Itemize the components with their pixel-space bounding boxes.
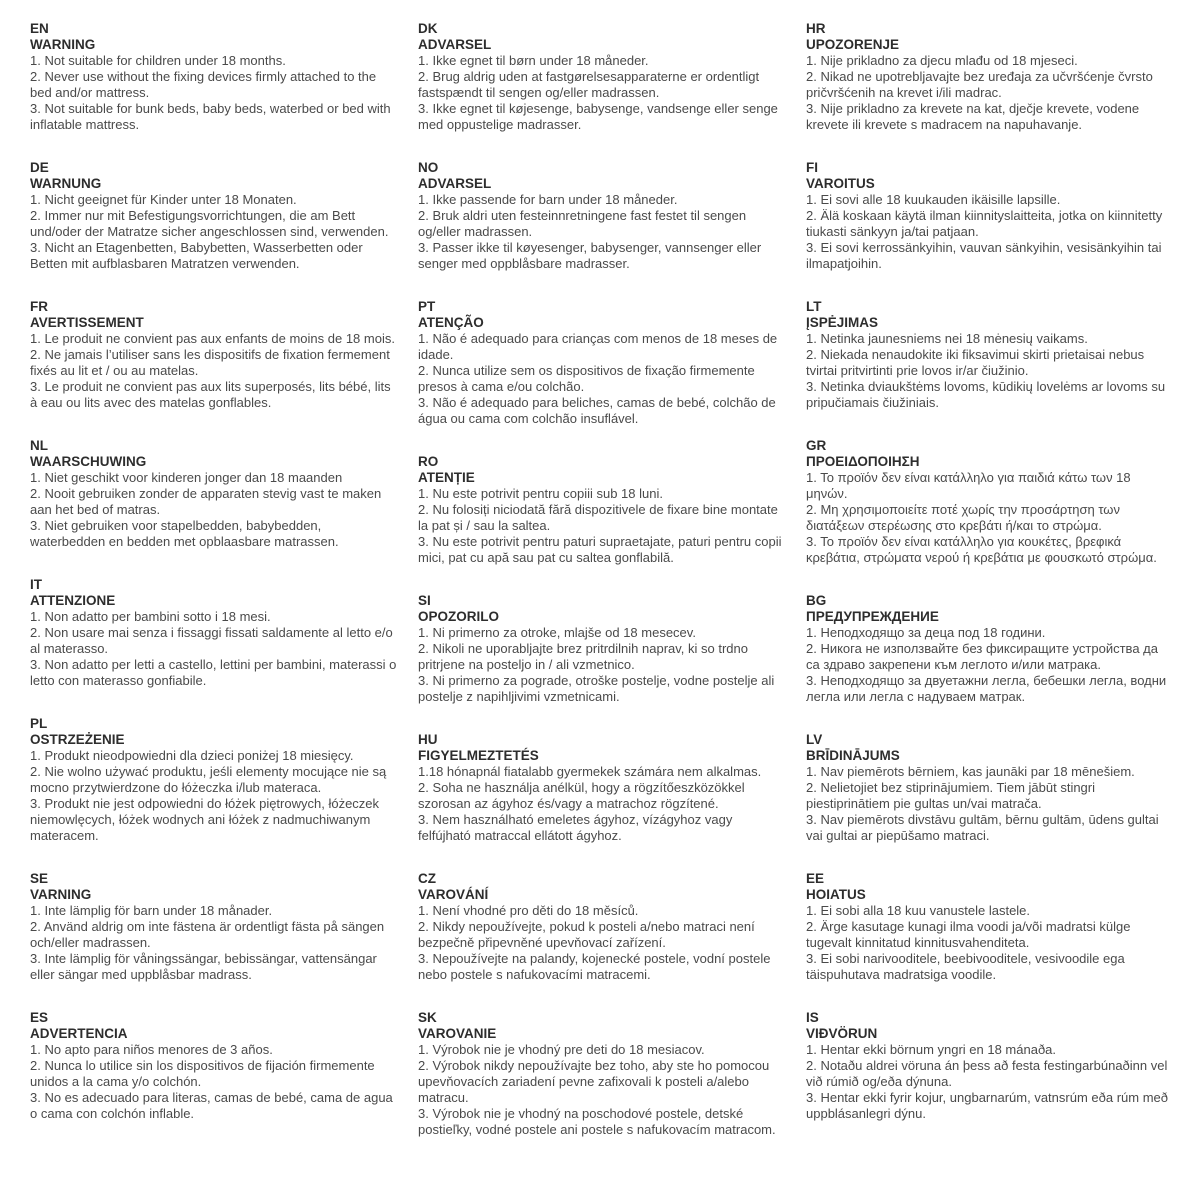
warning-item: 1. Não é adequado para crianças com menos de 18 meses de idade. xyxy=(418,331,778,362)
warning-item: 2. Ne jamais l’utiliser sans les dispositifs de fixation fermement fixés au lit et / ou au matelas. xyxy=(30,347,390,378)
warning-title: ΠΡΟΕΙΔΟΠΟΙΗΣΗ xyxy=(806,454,920,469)
warning-item: 3. Not suitable for bunk beds, baby beds, waterbed or bed with inflatable mattress. xyxy=(30,101,391,132)
warning-title: AVERTISSEMENT xyxy=(30,315,144,330)
warning-item: 2. Älä koskaan käytä ilman kiinnityslaitteita, jotka on kiinnitetty tiukasti sänkyyn ja/tai patjaan. xyxy=(806,208,1163,239)
warning-item: 1. Not suitable for children under 18 months. xyxy=(30,53,286,68)
language-code: NL xyxy=(30,438,48,453)
warning-item: 3. Produkt nie jest odpowiedni do łóżek piętrowych, łóżeczek niemowlęcych, łóżek wodnych ani łóżek z nadmuchiwanym materacem. xyxy=(30,796,380,843)
warning-title: ПРЕДУПРЕЖДЕНИЕ xyxy=(806,609,939,624)
language-section-lt xyxy=(806,299,1173,411)
language-code: FI xyxy=(806,160,818,175)
warning-title: OSTRZEŻENIE xyxy=(30,732,125,747)
warning-item: 3. Netinka dviaukštėms lovoms, kūdikių lovelėms ar lovoms su pripučiamais čiužiniais. xyxy=(806,379,1166,410)
warning-item: 3. Ikke egnet til køjesenge, babysenge, vandsenge eller senge med oppustelige madrasser. xyxy=(418,101,778,132)
warning-item: 1. Non adatto per bambini sotto i 18 mesi. xyxy=(30,609,271,624)
warning-item: 2. Nunca lo utilice sin los dispositivos de fijación firmemente unidos a la cama y/o colchón. xyxy=(30,1058,375,1089)
warning-item: 2. Nelietojiet bez stiprinājumiem. Tiem jābūt stingri piestiprinātiem pie gultas un/vai matrača. xyxy=(806,780,1096,811)
language-section-pl xyxy=(30,716,397,844)
warning-title: BRĪDINĀJUMS xyxy=(806,748,900,763)
warning-item: 3. Nav piemērots divstāvu gultām, bērnu gultām, ūdens gultai vai gultai ar piepūšamo matraci. xyxy=(806,812,1159,843)
warning-item: 1. Nu este potrivit pentru copiii sub 18 luni. xyxy=(418,486,663,501)
warning-item: 2. Niekada nenaudokite iki fiksavimui skirti prietaisai nebus tvirtai pritvirtinti prie lovos ir/ar čiužinio. xyxy=(806,347,1145,378)
language-code: ES xyxy=(30,1010,49,1025)
warning-item: 3. Nicht an Etagenbetten, Babybetten, Wasserbetten oder Betten mit aufblasbaren Matratzen verwenden. xyxy=(30,240,363,271)
warning-item: 1. Ni primerno za otroke, mlajše od 18 mesecev. xyxy=(418,625,696,640)
language-section-de xyxy=(30,160,397,272)
warning-item: 3. Το προϊόν δεν είναι κατάλληλο για κουκέτες, βρεφικά κρεβάτια, στρώματα νερού ή κρεβάτια με φουσκωτό στρώμα. xyxy=(806,534,1157,565)
warning-item: 3. Nu este potrivit pentru paturi supraetajate, paturi pentru copii mici, pat cu apă sau pat cu saltea gonflabilă. xyxy=(418,534,782,565)
language-code: RO xyxy=(418,454,439,469)
language-code: EN xyxy=(30,21,49,36)
warning-title: ATENÇÃO xyxy=(418,315,484,330)
language-section-hr xyxy=(806,21,1173,133)
language-section-en xyxy=(30,21,397,133)
language-code: FR xyxy=(30,299,48,314)
language-section-gr xyxy=(806,438,1173,566)
warning-title: OPOZORILO xyxy=(418,609,499,624)
warning-title: ATTENZIONE xyxy=(30,593,116,608)
language-code: NO xyxy=(418,160,439,175)
warning-item: 2. Nikdy nepoužívejte, pokud k posteli a/nebo matraci není bezpečně připevněné upevňovací zařízení. xyxy=(418,919,755,950)
language-code: LV xyxy=(806,732,823,747)
warning-item: 2. Μη χρησιμοποιείτε ποτέ χωρίς την προσάρτηση των διατάξεων στερέωσης στο κρεβάτι ή/και το στρώμα. xyxy=(806,502,1120,533)
warning-item: 1. Ei sobi alla 18 kuu vanustele lastele. xyxy=(806,903,1031,918)
language-code: SK xyxy=(418,1010,437,1025)
language-code: PT xyxy=(418,299,436,314)
language-section-fi xyxy=(806,160,1173,272)
warning-item: 2. Никога не използвайте без фиксиращите устройства да са здраво закрепени към леглото и/или матрака. xyxy=(806,641,1158,672)
language-section-ee xyxy=(806,871,1173,983)
language-code: PL xyxy=(30,716,48,731)
warning-item: 1. Niet geschikt voor kinderen jonger dan 18 maanden xyxy=(30,470,343,485)
warning-title: UPOZORENJE xyxy=(806,37,900,52)
warning-title: HOIATUS xyxy=(806,887,866,902)
warning-item: 2. Výrobok nikdy nepoužívajte bez toho, aby ste ho pomocou upevňovacích zariadení pevne zafixovali k posteli a/alebo matracu. xyxy=(418,1058,770,1105)
warning-item: 1. Неподходящо за деца под 18 години. xyxy=(806,625,1046,640)
warning-item: 3. Hentar ekki fyrir kojur, ungbarnarúm, vatnsrúm eða rúm með uppblásanlegri dýnu. xyxy=(806,1090,1168,1121)
language-section-lv xyxy=(806,732,1173,844)
warning-item: 2. Notaðu aldrei vöruna án þess að festa festingarbúnaðinn vel við rúmið og/eða dýnuna. xyxy=(806,1058,1168,1089)
warning-item: 3. Ni primerno za pograde, otroške postelje, vodne postelje ali postelje z napihljivimi vzmetnicami. xyxy=(418,673,775,704)
warning-title: ADVARSEL xyxy=(418,37,492,52)
language-section-cz xyxy=(418,871,785,983)
warning-title: VIÐVÖRUN xyxy=(806,1026,878,1041)
warning-item: 1. Ikke passende for barn under 18 måneder. xyxy=(418,192,678,207)
language-section-pt xyxy=(418,299,785,427)
language-section-si xyxy=(418,593,785,705)
warning-item: 2. Nie wolno używać produktu, jeśli elementy mocujące nie są mocno przytwierdzone do łóżeczka i/lub materaca. xyxy=(30,764,387,795)
warning-title: FIGYELMEZTETÉS xyxy=(418,748,539,763)
language-code: BG xyxy=(806,593,827,608)
language-code: SE xyxy=(30,871,49,886)
warning-item: 2. Bruk aldri uten festeinnretningene fast festet til sengen og/eller madrassen. xyxy=(418,208,747,239)
warning-item: 1. Ei sovi alle 18 kuukauden ikäisille lapsille. xyxy=(806,192,1061,207)
warning-item: 3. Nem használható emeletes ágyhoz, vízágyhoz vagy felfújható matraccal ellátott ágyhoz. xyxy=(418,812,733,843)
warning-item: 2. Nunca utilize sem os dispositivos de fixação firmemente presos à cama e/ou colchão. xyxy=(418,363,755,394)
warning-item: 2. Nikad ne upotrebljavajte bez uređaja za učvršćenje čvrsto pričvršćenih na krevet i/ili madrac. xyxy=(806,69,1153,100)
warning-item: 1. Nav piemērots bērniem, kas jaunāki par 18 mēnešiem. xyxy=(806,764,1135,779)
warning-title: WAARSCHUWING xyxy=(30,454,147,469)
column-2 xyxy=(418,21,785,1200)
warning-item: 2. Använd aldrig om inte fästena är ordentligt fästa på sängen och/eller madrassen. xyxy=(30,919,385,950)
warning-item: 3. Nepoužívejte na palandy, kojenecké postele, vodní postele nebo postele s nafukovacími matracemi. xyxy=(418,951,771,982)
language-section-hu xyxy=(418,732,785,844)
warning-title: VAROITUS xyxy=(806,176,875,191)
warning-item: 2. Non usare mai senza i fissaggi fissati saldamente al letto e/o al materasso. xyxy=(30,625,393,656)
warning-item: 1.18 hónapnál fiatalabb gyermekek számára nem alkalmas. xyxy=(418,764,762,779)
warning-item: 3. Nije prikladno za krevete na kat, dječje krevete, vodene krevete ili krevete s madracem na napuhavanje. xyxy=(806,101,1140,132)
language-section-no xyxy=(418,160,785,272)
warning-item: 2. Nikoli ne uporabljajte brez pritrdilnih naprav, ki so trdno pritrjene na posteljo in / ali vzmetnico. xyxy=(418,641,748,672)
language-section-bg xyxy=(806,593,1173,705)
warning-item: 3. Não é adequado para beliches, camas de bebé, colchão de água ou cama com colchão insuflável. xyxy=(418,395,776,426)
warning-item: 1. Produkt nieodpowiedni dla dzieci poniżej 18 miesięcy. xyxy=(30,748,354,763)
language-code: SI xyxy=(418,593,431,608)
warning-item: 3. Неподходящо за двуетажни легла, бебешки легла, водни легла или легла с надуваем матрак. xyxy=(806,673,1167,704)
warning-item: 3. No es adecuado para literas, camas de bebé, cama de agua o cama con colchón inflable. xyxy=(30,1090,393,1121)
language-code: EE xyxy=(806,871,825,886)
language-section-es xyxy=(30,1010,397,1122)
language-code: DE xyxy=(30,160,49,175)
language-code: IS xyxy=(806,1010,819,1025)
warning-title: VAROVÁNÍ xyxy=(418,887,489,902)
warning-item: 2. Ärge kasutage kunagi ilma voodi ja/või madratsi külge tugevalt kinnitatud kinnitusvahenditeta. xyxy=(806,919,1131,950)
language-code: IT xyxy=(30,577,42,592)
language-section-is xyxy=(806,1010,1173,1122)
warning-item: 1. Inte lämplig för barn under 18 månader. xyxy=(30,903,273,918)
column-3 xyxy=(806,21,1173,1200)
warning-title: ADVARSEL xyxy=(418,176,492,191)
column-1 xyxy=(30,21,397,1200)
language-section-se xyxy=(30,871,397,983)
warning-item: 2. Brug aldrig uden at fastgørelsesapparaterne er ordentligt fastspændt til sengen og/eller madrassen. xyxy=(418,69,760,100)
language-code: GR xyxy=(806,438,827,453)
warning-title: ĮSPĖJIMAS xyxy=(806,315,879,330)
warning-item: 2. Immer nur mit Befestigungsvorrichtungen, die am Bett und/oder der Matratze sicher angeschlossen sind, verwenden. xyxy=(30,208,389,239)
language-code: HR xyxy=(806,21,826,36)
warning-item: 1. Το προϊόν δεν είναι κατάλληλο για παιδιά κάτω των 18 μηνών. xyxy=(806,470,1131,501)
warning-item: 1. Nije prikladno za djecu mlađu od 18 mjeseci. xyxy=(806,53,1078,68)
language-section-fr xyxy=(30,299,397,411)
warning-item: 2. Nu folosiți niciodată fără dispozitivele de fixare bine montate la pat și / sau la saltea. xyxy=(418,502,778,533)
warning-item: 1. Hentar ekki börnum yngri en 18 mánaða. xyxy=(806,1042,1057,1057)
warning-item: 1. No apto para niños menores de 3 años. xyxy=(30,1042,273,1057)
warning-title: ATENȚIE xyxy=(418,470,475,485)
warning-item: 1. Le produit ne convient pas aux enfants de moins de 18 mois. xyxy=(30,331,395,346)
language-code: LT xyxy=(806,299,822,314)
language-code: DK xyxy=(418,21,438,36)
language-section-ro xyxy=(418,454,785,566)
warning-title: WARNUNG xyxy=(30,176,102,191)
warning-item: 2. Never use without the fixing devices firmly attached to the bed and/or mattress. xyxy=(30,69,377,100)
warning-item: 3. Non adatto per letti a castello, lettini per bambini, materassi o letto con materasso gonfiabile. xyxy=(30,657,397,688)
warning-item: 3. Passer ikke til køyesenger, babysenger, vannsenger eller senger med oppblåsbare madrasser. xyxy=(418,240,762,271)
warning-item: 1. Netinka jaunesniems nei 18 mėnesių vaikams. xyxy=(806,331,1088,346)
language-section-it xyxy=(30,577,397,689)
warning-item: 3. Niet gebruiken voor stapelbedden, babybedden, waterbedden en bedden met opblaasbare matrassen. xyxy=(30,518,339,549)
language-section-dk xyxy=(418,21,785,133)
warning-item: 3. Ei sovi kerrossänkyihin, vauvan sänkyihin, vesisänkyihin tai ilmapatjoihin. xyxy=(806,240,1162,271)
warning-title: VARNING xyxy=(30,887,92,902)
warning-item: 3. Výrobok nie je vhodný na poschodové postele, detské postieľky, vodné postele ani postele s nafukovacím matracom. xyxy=(418,1106,776,1137)
warning-item: 1. Není vhodné pro děti do 18 měsíců. xyxy=(418,903,639,918)
warning-item: 3. Ei sobi narivooditele, beebivooditele, vesivoodile ega täispuhutava madratsiga voodile. xyxy=(806,951,1125,982)
warning-title: ADVERTENCIA xyxy=(30,1026,128,1041)
warning-item: 1. Nicht geeignet für Kinder unter 18 Monaten. xyxy=(30,192,297,207)
warning-item: 2. Soha ne használja anélkül, hogy a rögzítőeszközökkel szorosan az ágyhoz és/vagy a matrachoz rögzítené. xyxy=(418,780,745,811)
language-code: CZ xyxy=(418,871,436,886)
language-code: HU xyxy=(418,732,438,747)
language-section-nl xyxy=(30,438,397,550)
language-section-sk xyxy=(418,1010,785,1138)
warning-item: 1. Výrobok nie je vhodný pre deti do 18 mesiacov. xyxy=(418,1042,705,1057)
warning-title: VAROVANIE xyxy=(418,1026,497,1041)
warning-title: WARNING xyxy=(30,37,96,52)
warning-item: 3. Inte lämplig för våningssängar, bebissängar, vattensängar eller sängar med uppblåsbar madrass. xyxy=(30,951,377,982)
warning-item: 2. Nooit gebruiken zonder de apparaten stevig vast te maken aan het bed of matras. xyxy=(30,486,382,517)
warning-item: 1. Ikke egnet til børn under 18 måneder. xyxy=(418,53,649,68)
warning-item: 3. Le produit ne convient pas aux lits superposés, lits bébé, lits à eau ou lits avec des matelas gonflables. xyxy=(30,379,391,410)
